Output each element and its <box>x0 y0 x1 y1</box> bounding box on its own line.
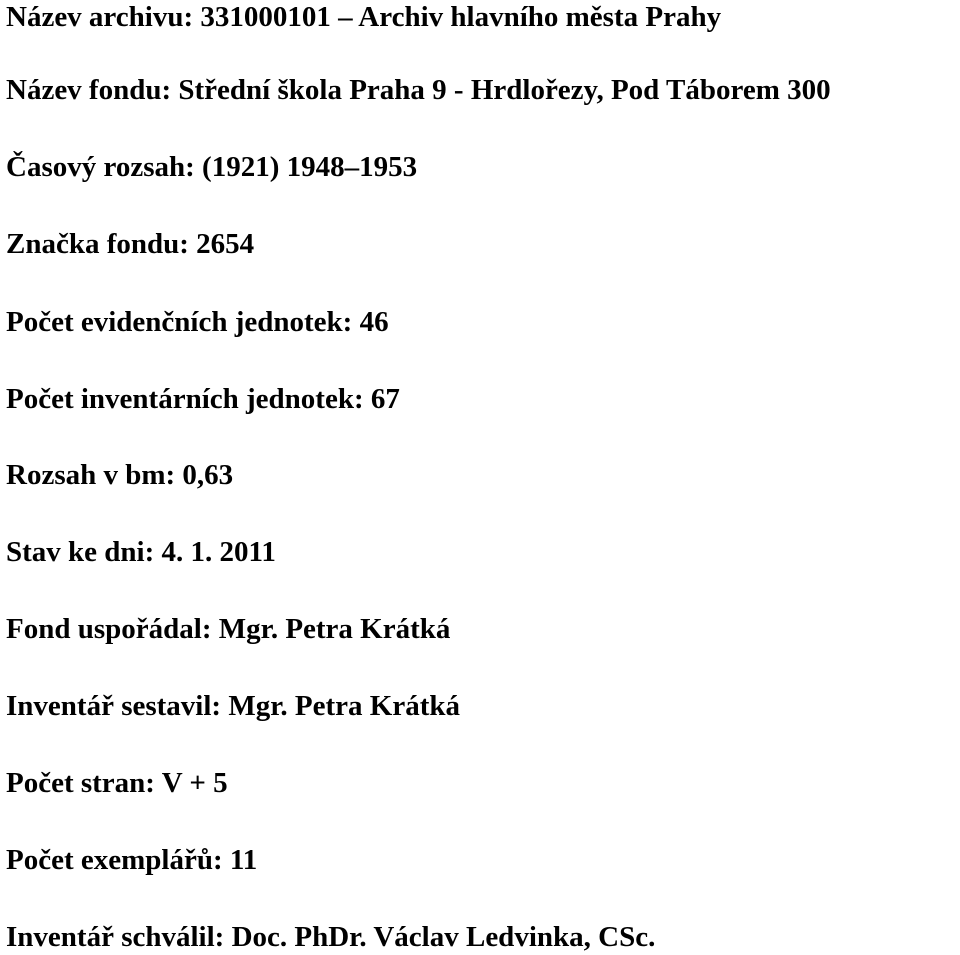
field-value: 67 <box>370 383 400 415</box>
field-label: Stav ke dni: <box>6 536 155 568</box>
field-value: Mgr. Petra Krátká <box>218 613 451 645</box>
field-status-date <box>6 535 276 569</box>
field-inventory-units-count <box>6 382 400 416</box>
field-archive-name <box>6 0 721 34</box>
field-value: 4. 1. 2011 <box>161 536 276 568</box>
field-value: 2654 <box>196 228 255 260</box>
field-copies-count <box>6 843 257 877</box>
field-value: 46 <box>359 306 389 338</box>
field-arranged-by <box>6 612 450 646</box>
field-extent-meters <box>6 458 233 492</box>
field-label: Rozsah v bm: <box>6 459 176 491</box>
field-value: Mgr. Petra Krátká <box>228 690 460 722</box>
field-label: Značka fondu: <box>6 228 189 260</box>
field-value: Střední škola Praha 9 - Hrdlořezy, Pod Táborem 300 <box>178 74 831 106</box>
field-value: 0,63 <box>182 459 234 491</box>
field-label: Inventář schválil: <box>6 921 225 953</box>
field-label: Název archivu: <box>6 1 194 33</box>
field-fond-name <box>6 73 831 107</box>
field-label: Název fondu: <box>6 74 172 106</box>
field-label: Počet inventárních jednotek: <box>6 383 364 415</box>
field-value: V + 5 <box>161 767 228 799</box>
field-label: Časový rozsah: <box>6 151 195 183</box>
field-value: (1921) 1948–1953 <box>202 151 418 183</box>
field-label: Počet exemplářů: <box>6 844 223 876</box>
field-page-count <box>6 766 228 800</box>
field-value: 11 <box>229 844 258 876</box>
field-value: 331000101 – Archiv hlavního města Prahy <box>200 1 722 33</box>
field-approved-by <box>6 920 655 954</box>
field-time-range <box>6 150 417 184</box>
field-label: Počet stran: <box>6 767 155 799</box>
field-compiled-by <box>6 689 460 723</box>
field-record-units-count <box>6 305 389 339</box>
field-label: Počet evidenčních jednotek: <box>6 306 353 338</box>
field-fond-mark <box>6 227 254 261</box>
field-label: Inventář sestavil: <box>6 690 222 722</box>
field-label: Fond uspořádal: <box>6 613 212 645</box>
field-value: Doc. PhDr. Václav Ledvinka, CSc. <box>231 921 656 953</box>
